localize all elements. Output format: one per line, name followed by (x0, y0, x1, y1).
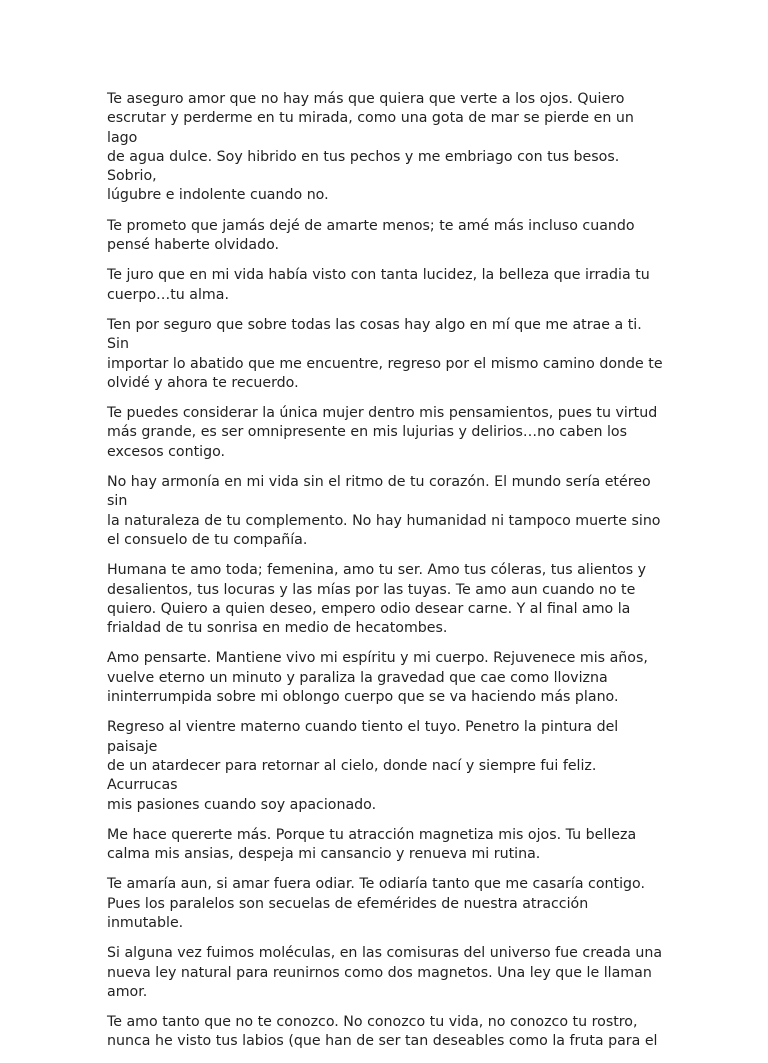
paragraph-2: Te prometo que jamás dejé de amarte menos; te amé más incluso cuando pensé haberte olvidado. (107, 217, 635, 254)
document-body (107, 90, 667, 1063)
paragraph-10: Me hace quererte más. Porque tu atracción magnetiza mis ojos. Tu belleza calma mis ansias, despeja mi cansancio y renueva mi rutina. (107, 826, 637, 863)
paragraph-7: Humana te amo toda; femenina, amo tu ser. Amo tus cóleras, tus alientos y desalientos, tus locuras y las mías por las tuyas. Te amo aun cuando no te quiero. Quiero a quien deseo, empero odio desear carne. Y al final amo la frialdad de tu sonrisa en medio de hecatombes. (107, 562, 647, 637)
paragraph-4: Ten por seguro que sobre todas las cosas hay algo en mí que me atrae a ti. Sin importar lo abatido que me encuentre, regreso por el mismo camino donde te olvidé y ahora te recuerdo. (107, 316, 663, 391)
paragraph-8: Amo pensarte. Mantiene vivo mi espíritu y mi cuerpo. Rejuvenece mis años, vuelve eterno un minuto y paraliza la gravedad que cae como llovizna ininterrumpida sobre mi oblongo cuerpo que se va haciendo más plano. (107, 650, 648, 706)
paragraph-12: Si alguna vez fuimos moléculas, en las comisuras del universo fue creada una nueva ley natural para reunirnos como dos magnetos. Una ley que le llaman amor. (107, 945, 663, 1000)
paragraph-5: Te puedes considerar la única mujer dentro mis pensamientos, pues tu virtud más grande, es ser omnipresente en mis lujurias y delirios…no caben los excesos contigo. (107, 405, 658, 460)
paragraph-11: Te amaría aun, si amar fuera odiar. Te odiaría tanto que me casaría contigo. Pues los paralelos son secuelas de efemérides de nuestra atracción inmutable. (107, 876, 645, 931)
paragraph-3: Te juro que en mi vida había visto con tanta lucidez, la belleza que irradia tu cuerpo…tu alma. (107, 267, 650, 303)
paragraph-13: Te amo tanto que no te conozco. No conozco tu vida, no conozco tu rostro, nunca he visto tus labios (que han de ser tan deseables como la fruta para el (107, 1014, 658, 1050)
paragraph-1: Te aseguro amor que no hay más que quiera que verte a los ojos. Quiero escrutar y perderme en tu mirada, como una gota de mar se pierde en un lago de agua dulce. Soy hibrido en tus pechos y me embriago con tus besos. Sobrio, lúgubre e indolente cuando no. (107, 91, 634, 204)
paragraph-6: No hay armonía en mi vida sin el ritmo de tu corazón. El mundo sería etéreo sin la naturaleza de tu complemento. No hay humanidad ni tampoco muerte sino el consuelo de tu compañía. (107, 474, 661, 548)
paragraph-9: Regreso al vientre materno cuando tiento el tuyo. Penetro la pintura del paisaje de un atardecer para retornar al cielo, donde nací y siempre fui feliz. Acurrucas mis pasiones cuando soy apacionado. (107, 719, 619, 813)
